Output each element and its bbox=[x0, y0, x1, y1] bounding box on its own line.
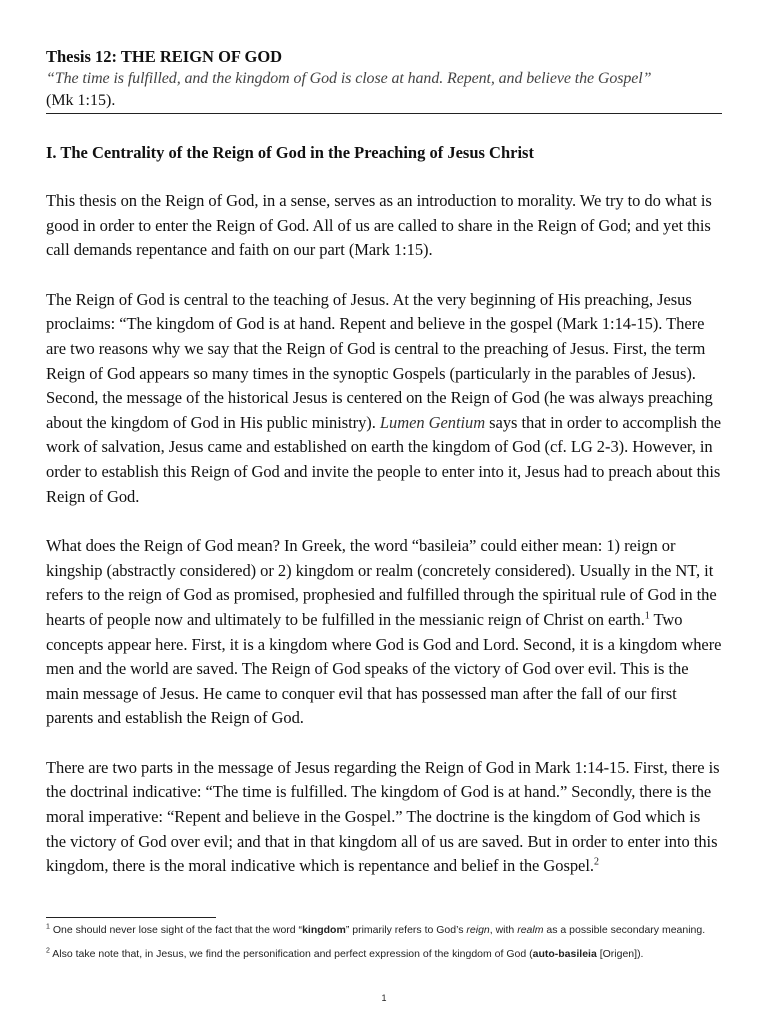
footnote-1-italic-realm: realm bbox=[517, 924, 544, 936]
paragraph-4-text: There are two parts in the message of Jesus regarding the Reign of God in Mark 1:14-15. First, there is the doctrinal indicative: “The time is fulfilled. The kingdom of God is at hand.” Secondly, there is the moral imperative: “Repent and believe in the Gospel.” The doctrine is the kingdom of God which is the victory of God over evil; and that in that kingdom all of us are saved. But in order to enter into this kingdom, there is the moral indicative which is repentance and belief in the Gospel. bbox=[46, 757, 720, 876]
footnote-ref-1[interactable]: 1 bbox=[644, 610, 650, 622]
footnote-2 bbox=[46, 946, 726, 962]
footnote-divider bbox=[46, 917, 216, 918]
footnote-1-bold-term: kingdom bbox=[302, 924, 346, 936]
paragraph-1: This thesis on the Reign of God, in a sense, serves as an introduction to morality. We try to do what is good in order to enter the Reign of God. All of us are called to share in the Reign of God; and yet this call demands repentance and faith on our part (Mark 1:15). bbox=[46, 191, 712, 260]
footnote-1-number: 1 bbox=[46, 923, 50, 931]
header-divider bbox=[46, 113, 722, 114]
footnote-1 bbox=[46, 922, 726, 938]
footnotes bbox=[46, 922, 726, 970]
section-heading: I. The Centrality of the Reign of God in the Preaching of Jesus Christ bbox=[46, 143, 534, 162]
footnote-ref-2[interactable]: 2 bbox=[593, 856, 599, 868]
paragraph-4 bbox=[46, 756, 722, 879]
footnote-1-italic-reign: reign bbox=[466, 924, 490, 936]
document-page bbox=[46, 46, 722, 879]
footnote-1-text-a: One should never lose sight of the fact that the word “ bbox=[49, 924, 303, 936]
lumen-gentium-title: Lumen Gentium bbox=[379, 412, 486, 432]
footnote-1-text-c: , with bbox=[489, 924, 518, 936]
footnote-2-number: 2 bbox=[46, 947, 50, 955]
paragraph-3-text-a: What does the Reign of God mean? In Greek, the word “basileia” could either mean: 1) reign or kingship (abstractly considered) or 2) kingdom or realm (concretely considered). Usually in the NT, it refers to the reign of God as promised, prophesied and fulfilled through the spiritual rule of God in the hearts of people now and ultimately to be fulfilled in the messianic reign of Christ on earth. bbox=[46, 536, 717, 629]
epigraph-quote: “The time is fulfilled, and the kingdom of God is close at hand. Repent, and believe the Gospel” bbox=[46, 70, 652, 87]
paragraph-3-text-b: Two concepts appear here. First, it is a kingdom where God is God and Lord. Second, it is a kingdom where men and the world are saved. The Reign of God speaks of the victory of God over evil. This is the main message of Jesus. He came to conquer evil that has possessed man after the fall of our first parents and establish the Reign of God. bbox=[46, 609, 722, 728]
epigraph-reference: (Mk 1:15). bbox=[46, 92, 116, 109]
paragraph-2-text-a: The Reign of God is central to the teaching of Jesus. At the very beginning of His preaching, Jesus proclaims: “The kingdom of God is at hand. Repent and believe in the gospel (Mark 1:14-15). There are two reasons why we say that the Reign of God is central to the preaching of Jesus. First, the term Reign of God appears so many times in the synoptic Gospels (particularly in the parables of Jesus). Second, the message of the historical Jesus is centered on the Reign of God (he was always preaching about the kingdom of God in His public ministry). bbox=[46, 289, 713, 432]
footnote-1-text-b: ” primarily refers to God’s bbox=[345, 924, 467, 936]
footnote-2-text-a: Also take note that, in Jesus, we find the personification and perfect expression of the kingdom of God ( bbox=[49, 948, 533, 960]
thesis-title: Thesis 12: THE REIGN OF GOD bbox=[46, 47, 283, 66]
footnote-2-bold-term: auto-basileia bbox=[532, 948, 597, 960]
footnote-1-text-d: as a possible secondary meaning. bbox=[543, 924, 706, 936]
page-number: 1 bbox=[381, 993, 387, 1003]
paragraph-2 bbox=[46, 288, 722, 509]
paragraph-2-text-b: says that in order to accomplish the work of salvation, Jesus came and established on earth the kingdom of God (cf. LG 2-3). However, in order to establish this Reign of God and invite the people to enter into it, Jesus had to preach about this Reign of God. bbox=[46, 412, 722, 506]
footnote-2-text-b: [Origen]). bbox=[596, 948, 644, 960]
paragraph-3 bbox=[46, 534, 722, 731]
